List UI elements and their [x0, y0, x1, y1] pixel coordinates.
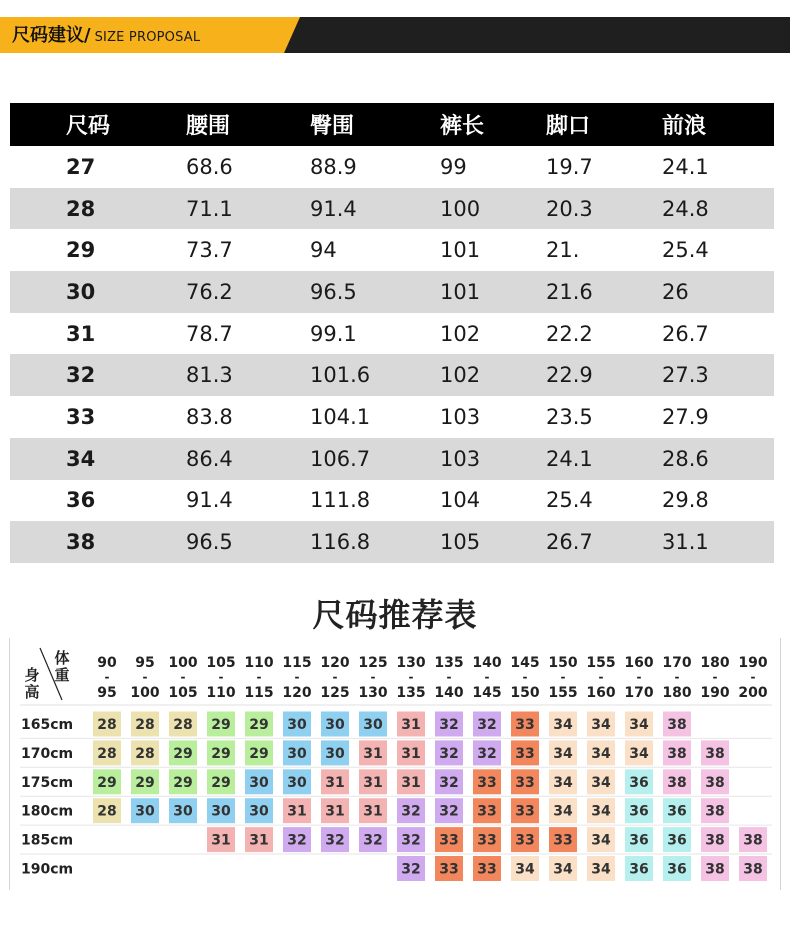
cell-size: 28	[66, 196, 96, 221]
weight-range-from: 155	[586, 655, 616, 671]
size-cell-label: 30	[287, 717, 307, 733]
size-cell-label: 32	[439, 774, 459, 791]
size-cell-label: 29	[97, 774, 117, 791]
size-cell-label: 30	[325, 717, 345, 733]
corner-weight-label-2: 重	[54, 666, 70, 684]
weight-range-dash: -	[370, 670, 376, 684]
table-row	[10, 521, 774, 563]
size-cell-label: 31	[401, 717, 421, 733]
cell-length: 101	[440, 279, 481, 304]
cell-hem: 20.3	[546, 196, 593, 221]
size-cell-label: 30	[173, 803, 193, 820]
column-header-size: 尺码	[66, 114, 111, 139]
weight-range-dash: -	[484, 670, 490, 684]
size-cell-label: 28	[97, 717, 117, 733]
size-cell-label: 33	[515, 745, 535, 762]
recommendation-grid	[10, 638, 780, 890]
size-cell-label: 28	[97, 803, 117, 820]
cell-hip: 94	[310, 238, 337, 263]
size-cell-label: 34	[591, 832, 611, 849]
banner-title-en: SIZE PROPOSAL	[94, 30, 201, 45]
size-cell-label: 29	[249, 717, 269, 733]
weight-range-from: 140	[472, 655, 502, 671]
weight-range-from: 150	[548, 655, 578, 671]
weight-range-from: 180	[700, 655, 730, 671]
size-cell-label: 34	[553, 717, 573, 733]
size-cell-label: 34	[515, 861, 535, 878]
cell-size: 31	[66, 321, 96, 346]
table-row	[10, 271, 774, 313]
size-cell-label: 29	[211, 745, 231, 762]
cell-size: 29	[66, 238, 96, 263]
weight-range-dash: -	[142, 670, 148, 684]
size-cell-label: 33	[515, 832, 535, 849]
size-cell-label: 28	[135, 717, 155, 733]
size-cell-label: 29	[211, 717, 231, 733]
weight-range-to: 130	[358, 685, 388, 701]
cell-waist: 71.1	[186, 196, 233, 221]
size-cell-label: 33	[515, 774, 535, 791]
cell-waist: 83.8	[186, 404, 233, 429]
size-cell-label: 34	[629, 745, 649, 762]
size-cell-label: 34	[553, 861, 573, 878]
size-cell-label: 34	[591, 774, 611, 791]
weight-range-from: 170	[662, 655, 692, 671]
cell-hip: 96.5	[310, 279, 357, 304]
size-cell-label: 34	[553, 745, 573, 762]
size-cell-label: 30	[249, 803, 269, 820]
size-cell-label: 38	[667, 717, 687, 733]
size-cell-label: 38	[743, 832, 763, 849]
header-banner	[0, 17, 790, 53]
size-cell-label: 38	[667, 774, 687, 791]
weight-range-from: 190	[738, 655, 768, 671]
size-cell-label: 30	[287, 745, 307, 762]
size-cell-label: 38	[705, 774, 725, 791]
table-row	[10, 229, 774, 271]
cell-hip: 116.8	[310, 530, 371, 555]
column-header-hem: 脚口	[546, 114, 591, 139]
size-cell-label: 32	[363, 832, 383, 849]
size-cell-label: 29	[173, 774, 193, 791]
cell-hip: 101.6	[310, 363, 371, 388]
size-cell-label: 38	[705, 832, 725, 849]
size-cell-label: 38	[743, 861, 763, 878]
weight-range-from: 130	[396, 655, 426, 671]
weight-range-to: 170	[624, 685, 654, 701]
weight-range-dash: -	[294, 670, 300, 684]
size-cell-label: 31	[363, 745, 383, 762]
weight-range-from: 135	[434, 655, 464, 671]
height-label: 175cm	[21, 774, 74, 791]
size-cell-label: 31	[363, 774, 383, 791]
weight-range-to: 95	[97, 685, 117, 701]
size-cell-label: 31	[401, 745, 421, 762]
cell-size: 38	[66, 530, 96, 555]
weight-range-from: 100	[168, 655, 198, 671]
corner-weight-label-1: 体	[54, 649, 70, 667]
size-cell-label: 29	[173, 745, 193, 762]
cell-length: 100	[440, 196, 481, 221]
table-row	[10, 354, 774, 396]
size-cell-label: 31	[325, 803, 345, 820]
weight-range-to: 115	[244, 685, 274, 701]
corner-height-label-2: 高	[24, 683, 40, 701]
weight-range-dash: -	[332, 670, 338, 684]
size-cell-label: 32	[325, 832, 345, 849]
cell-front-rise: 29.8	[662, 488, 709, 513]
weight-range-from: 160	[624, 655, 654, 671]
weight-range-to: 125	[320, 685, 350, 701]
cell-hem: 21.	[546, 238, 580, 263]
weight-range-dash: -	[104, 670, 110, 684]
size-table	[10, 103, 774, 563]
size-cell-label: 34	[591, 717, 611, 733]
size-cell-label: 33	[439, 832, 459, 849]
cell-length: 104	[440, 488, 481, 513]
cell-hem: 21.6	[546, 279, 593, 304]
table-row	[10, 313, 774, 355]
weight-range-to: 180	[662, 685, 692, 701]
size-cell-label: 34	[591, 861, 611, 878]
size-cell-label: 30	[249, 774, 269, 791]
weight-range-from: 95	[135, 655, 155, 671]
weight-range-dash: -	[674, 670, 680, 684]
cell-hem: 23.5	[546, 404, 593, 429]
size-cell-label: 32	[439, 717, 459, 733]
weight-range-dash: -	[598, 670, 604, 684]
weight-range-dash: -	[408, 670, 414, 684]
cell-front-rise: 27.3	[662, 363, 709, 388]
cell-size: 30	[66, 279, 96, 304]
cell-hip: 88.9	[310, 154, 357, 179]
cell-hem: 19.7	[546, 154, 593, 179]
weight-range-dash: -	[180, 670, 186, 684]
cell-waist: 68.6	[186, 154, 233, 179]
size-cell-label: 30	[287, 774, 307, 791]
size-cell-label: 34	[553, 774, 573, 791]
cell-waist: 78.7	[186, 321, 233, 346]
size-cell-label: 31	[363, 803, 383, 820]
size-cell-label: 33	[477, 774, 497, 791]
cell-front-rise: 28.6	[662, 446, 709, 471]
height-label: 170cm	[21, 745, 74, 762]
size-table-body	[10, 146, 774, 563]
cell-size: 32	[66, 363, 96, 388]
weight-range-to: 150	[510, 685, 540, 701]
cell-hem: 25.4	[546, 488, 593, 513]
cell-waist: 73.7	[186, 238, 233, 263]
cell-size: 33	[66, 404, 96, 429]
size-cell-label: 30	[211, 803, 231, 820]
size-cell-label: 28	[135, 745, 155, 762]
height-label: 185cm	[21, 832, 74, 849]
size-cell-label: 36	[629, 832, 649, 849]
size-cell-label: 33	[515, 717, 535, 733]
size-cell-label: 28	[173, 717, 193, 733]
height-label: 190cm	[21, 861, 74, 878]
cell-length: 105	[440, 530, 481, 555]
cell-hem: 24.1	[546, 446, 593, 471]
size-cell-label: 33	[553, 832, 573, 849]
size-cell-label: 36	[629, 861, 649, 878]
cell-length: 99	[440, 154, 467, 179]
cell-hip: 106.7	[310, 446, 371, 471]
weight-range-to: 190	[700, 685, 730, 701]
cell-size: 36	[66, 488, 96, 513]
size-cell-label: 32	[401, 803, 421, 820]
cell-front-rise: 31.1	[662, 530, 709, 555]
cell-size: 27	[66, 154, 96, 179]
size-cell-label: 34	[629, 717, 649, 733]
cell-front-rise: 26	[662, 279, 689, 304]
cell-hip: 99.1	[310, 321, 357, 346]
corner-height-label-1: 身	[24, 666, 40, 684]
size-cell-label: 33	[477, 861, 497, 878]
cell-length: 103	[440, 446, 481, 471]
size-cell-label: 38	[705, 803, 725, 820]
size-cell-label: 33	[439, 861, 459, 878]
weight-range-to: 140	[434, 685, 464, 701]
weight-range-from: 105	[206, 655, 236, 671]
size-cell-label: 36	[629, 803, 649, 820]
weight-range-to: 155	[548, 685, 578, 701]
size-cell-label: 30	[135, 803, 155, 820]
cell-length: 102	[440, 363, 481, 388]
weight-range-from: 115	[282, 655, 312, 671]
size-cell-label: 36	[629, 774, 649, 791]
cell-hem: 26.7	[546, 530, 593, 555]
cell-front-rise: 25.4	[662, 238, 709, 263]
size-cell-label: 36	[667, 861, 687, 878]
height-label: 165cm	[21, 717, 74, 733]
size-cell-label: 31	[287, 803, 307, 820]
size-cell-label: 29	[249, 745, 269, 762]
column-header-length: 裤长	[440, 114, 485, 139]
cell-hem: 22.2	[546, 321, 593, 346]
weight-range-from: 120	[320, 655, 350, 671]
weight-range-to: 145	[472, 685, 502, 701]
weight-range-from: 125	[358, 655, 388, 671]
weight-range-dash: -	[750, 670, 756, 684]
cell-size: 34	[66, 446, 96, 471]
cell-waist: 76.2	[186, 279, 233, 304]
cell-waist: 86.4	[186, 446, 233, 471]
size-cell-label: 32	[439, 803, 459, 820]
recommendation-title: 尺码推荐表	[312, 596, 478, 634]
weight-range-dash: -	[560, 670, 566, 684]
column-header-waist: 腰围	[186, 114, 231, 139]
weight-range-from: 145	[510, 655, 540, 671]
column-header-front-rise: 前浪	[662, 114, 707, 139]
size-cell-label: 32	[401, 832, 421, 849]
size-cell-label: 32	[401, 861, 421, 878]
cell-front-rise: 24.1	[662, 154, 709, 179]
size-cell-label: 31	[325, 774, 345, 791]
size-cell-label: 32	[287, 832, 307, 849]
size-cell-label: 32	[439, 745, 459, 762]
weight-range-from: 110	[244, 655, 274, 671]
size-cell-label: 38	[705, 861, 725, 878]
weight-range-dash: -	[256, 670, 262, 684]
size-table-header	[10, 103, 774, 146]
size-cell-label: 38	[667, 745, 687, 762]
cell-hip: 111.8	[310, 488, 371, 513]
cell-waist: 91.4	[186, 488, 233, 513]
size-cell-label: 34	[553, 803, 573, 820]
size-cell-label: 32	[477, 717, 497, 733]
table-row	[10, 480, 774, 522]
weight-range-to: 120	[282, 685, 312, 701]
size-cell-label: 28	[97, 745, 117, 762]
weight-range-to: 160	[586, 685, 616, 701]
size-cell-label: 33	[477, 832, 497, 849]
weight-range-from: 90	[97, 655, 117, 671]
table-row	[10, 188, 774, 230]
weight-range-dash: -	[636, 670, 642, 684]
weight-range-to: 105	[168, 685, 198, 701]
weight-range-to: 110	[206, 685, 236, 701]
size-cell-label: 31	[401, 774, 421, 791]
cell-front-rise: 24.8	[662, 196, 709, 221]
weight-range-to: 135	[396, 685, 426, 701]
cell-hem: 22.9	[546, 363, 593, 388]
weight-range-to: 200	[738, 685, 768, 701]
size-cell-label: 30	[363, 717, 383, 733]
size-cell-label: 30	[325, 745, 345, 762]
table-row	[10, 438, 774, 480]
size-cell-label: 36	[667, 803, 687, 820]
cell-length: 101	[440, 238, 481, 263]
weight-range-dash: -	[522, 670, 528, 684]
size-cell-label: 33	[515, 803, 535, 820]
recommendation-table	[9, 638, 781, 890]
table-row	[10, 146, 774, 188]
size-cell-label: 33	[477, 803, 497, 820]
cell-hip: 91.4	[310, 196, 357, 221]
weight-range-dash: -	[218, 670, 224, 684]
size-cell-label: 32	[477, 745, 497, 762]
banner-title-cn: 尺码建议/	[12, 25, 91, 46]
cell-length: 103	[440, 404, 481, 429]
cell-length: 102	[440, 321, 481, 346]
cell-waist: 81.3	[186, 363, 233, 388]
banner-title	[12, 17, 200, 53]
size-cell-label: 31	[249, 832, 269, 849]
cell-waist: 96.5	[186, 530, 233, 555]
height-label: 180cm	[21, 803, 74, 820]
weight-range-dash: -	[712, 670, 718, 684]
weight-range-dash: -	[446, 670, 452, 684]
cell-hip: 104.1	[310, 404, 371, 429]
size-cell-label: 34	[591, 745, 611, 762]
cell-front-rise: 27.9	[662, 404, 709, 429]
size-cell-label: 29	[135, 774, 155, 791]
size-cell-label: 36	[667, 832, 687, 849]
size-cell-label: 34	[591, 803, 611, 820]
size-cell-label: 38	[705, 745, 725, 762]
table-row	[10, 396, 774, 438]
column-header-hip: 臀围	[310, 114, 355, 139]
size-cell-label: 29	[211, 774, 231, 791]
weight-range-to: 100	[130, 685, 160, 701]
size-cell-label: 31	[211, 832, 231, 849]
cell-front-rise: 26.7	[662, 321, 709, 346]
